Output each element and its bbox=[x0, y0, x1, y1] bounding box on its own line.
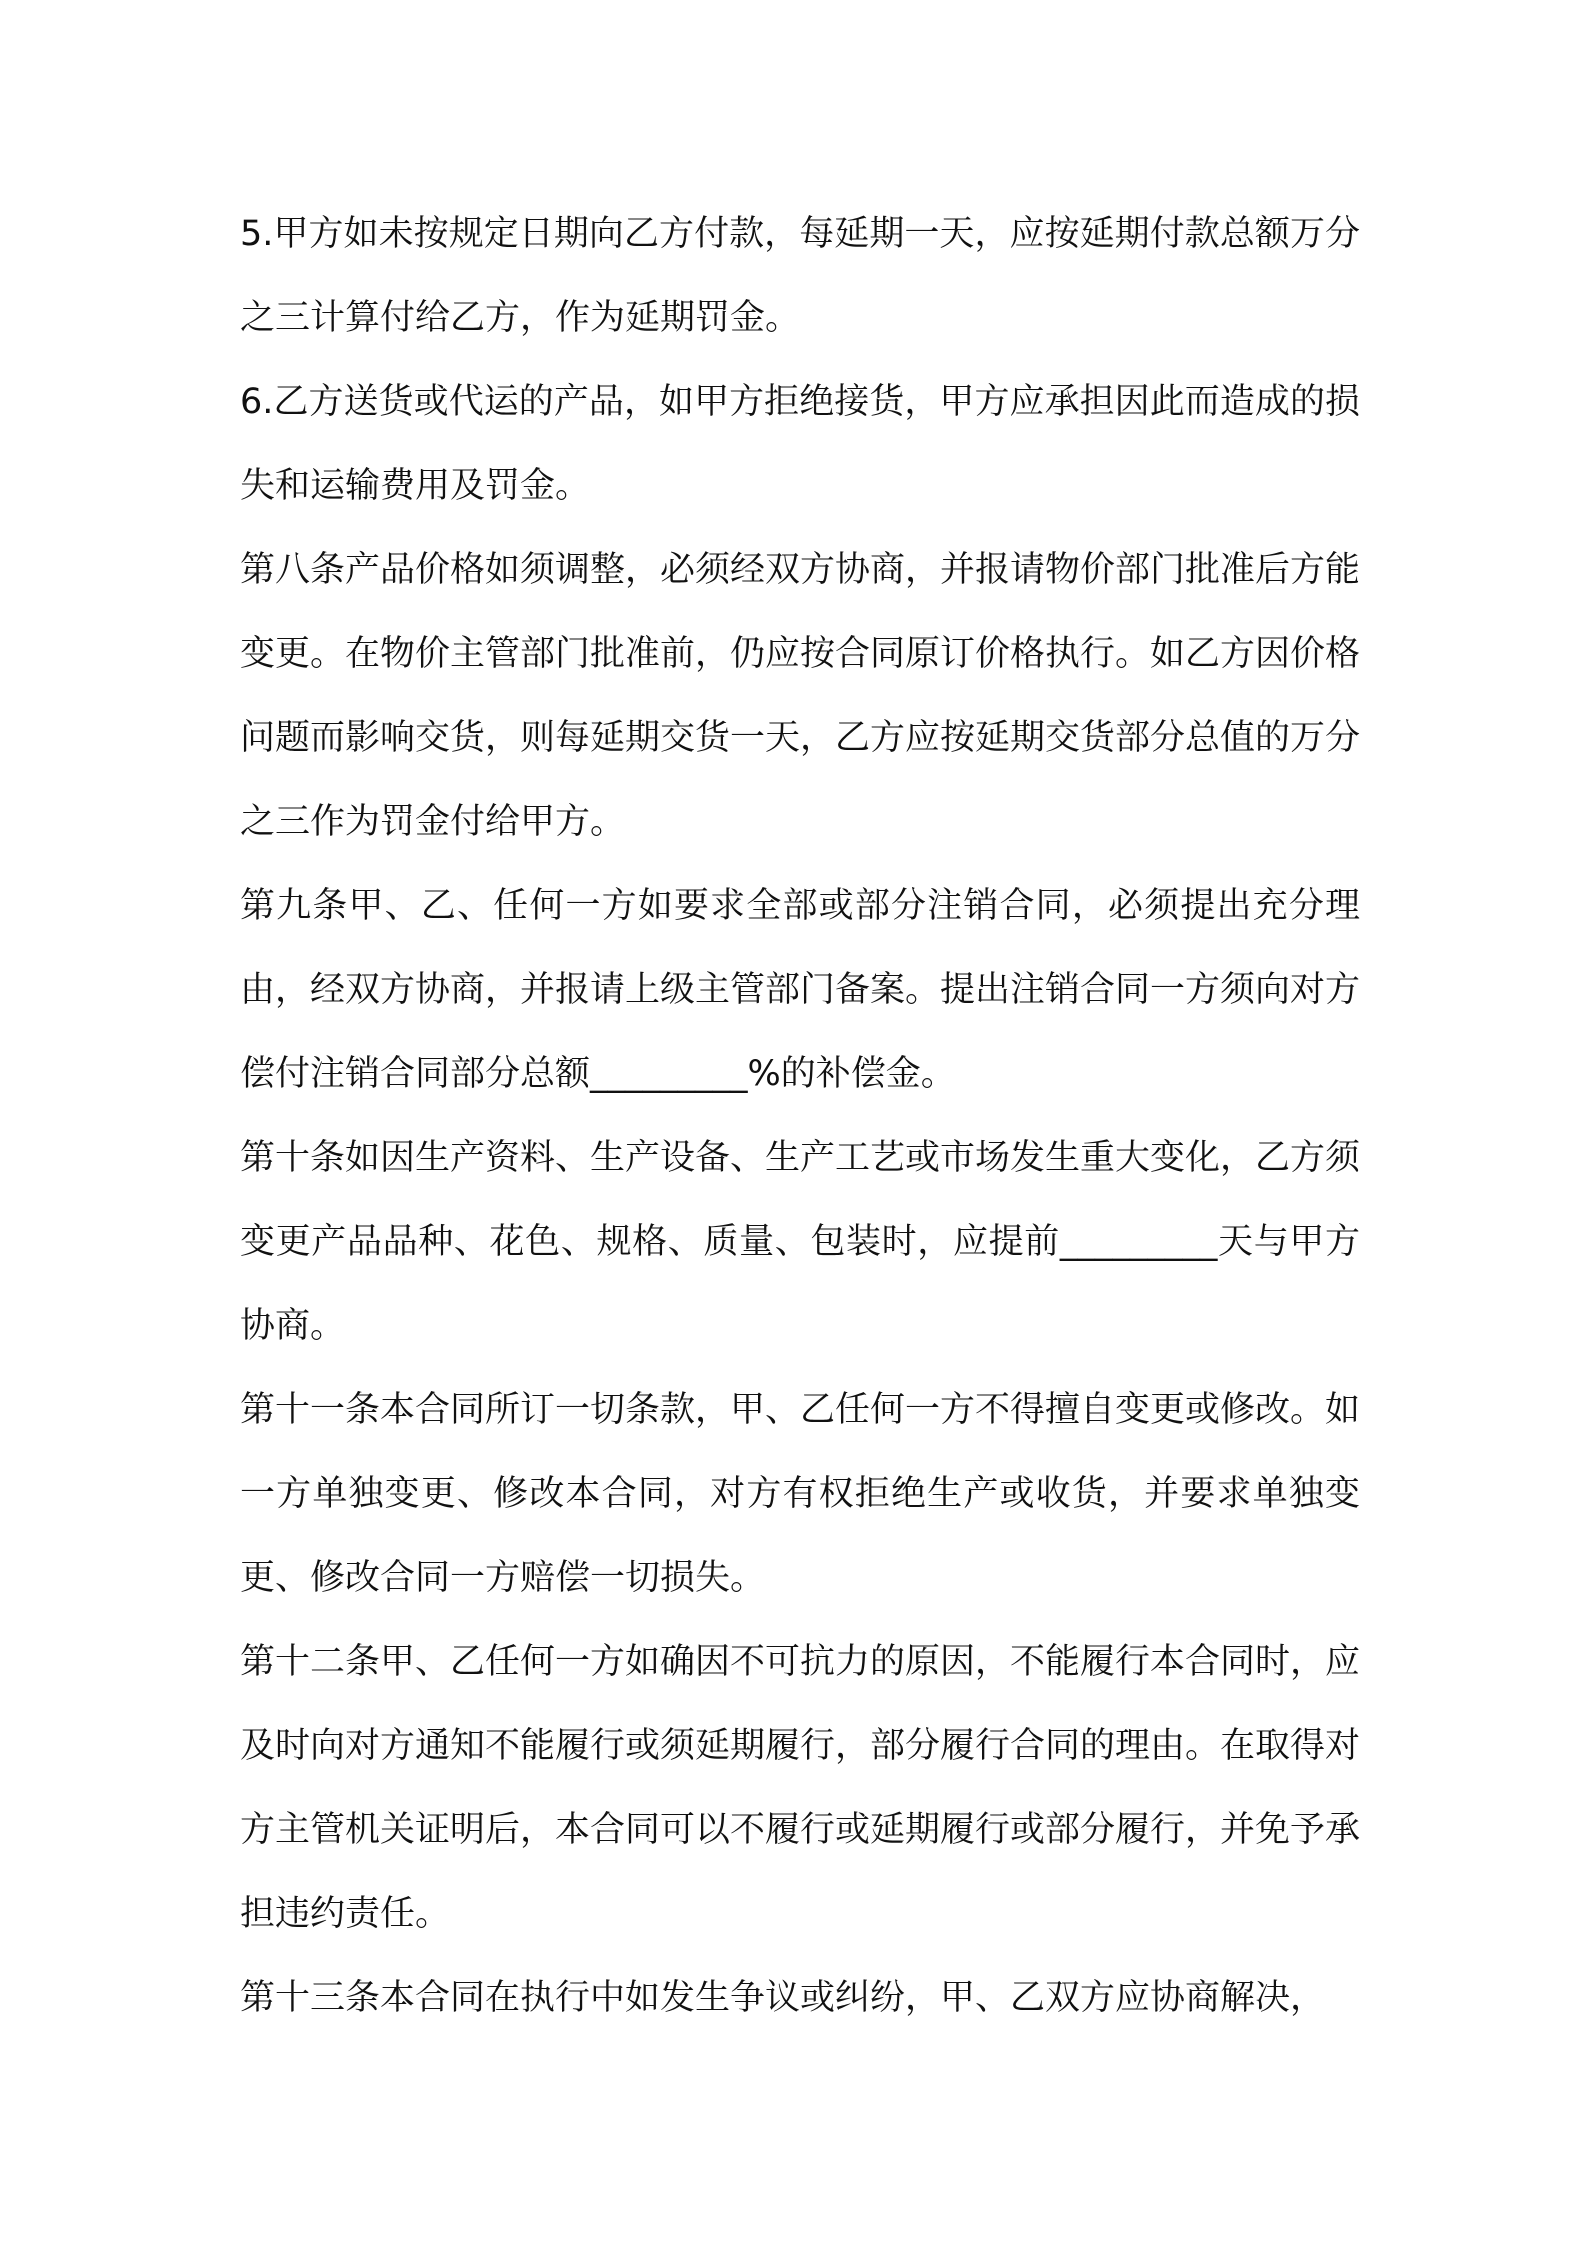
article-12-force-majeure: 第十二条甲、乙任何一方如确因不可抗力的原因，不能履行本合同时，应及时向对方通知不能履行或须延期履行，部分履行合同的理由。在取得对方主管机关证明后，本合同可以不履行或延期履行或部分履行，并免予承担违约责任。 bbox=[240, 1642, 1361, 1934]
article-10-changes: 第十条如因生产资料、生产设备、生产工艺或市场发生重大变化，乙方须变更产品品种、花色、规格、质量、包装时，应提前_________天与甲方协商。 bbox=[240, 1138, 1361, 1346]
article-13-disputes: 第十三条本合同在执行中如发生争议或纠纷，甲、乙双方应协商解决， bbox=[240, 1978, 1326, 2018]
clause-payment-delay: 5.甲方如未按规定日期向乙方付款，每延期一天，应按延期付款总额万分之三计算付给乙方，作为延期罚金。 bbox=[240, 214, 1360, 338]
article-9-cancellation: 第九条甲、乙、任何一方如要求全部或部分注销合同，必须提出充分理由，经双方协商，并报请上级主管部门备案。提出注销合同一方须向对方偿付注销合同部分总额_________%的补偿金。 bbox=[240, 886, 1361, 1094]
clause-refused-delivery: 6.乙方送货或代运的产品，如甲方拒绝接货，甲方应承担因此而造成的损失和运输费用及罚金。 bbox=[240, 382, 1360, 506]
contract-body bbox=[240, 192, 1360, 2040]
article-11-modification: 第十一条本合同所订一切条款，甲、乙任何一方不得擅自变更或修改。如一方单独变更、修改本合同，对方有权拒绝生产或收货，并要求单独变更、修改合同一方赔偿一切损失。 bbox=[240, 1390, 1361, 1598]
article-8-price-adjustment: 第八条产品价格如须调整，必须经双方协商，并报请物价部门批准后方能变更。在物价主管部门批准前，仍应按合同原订价格执行。如乙方因价格问题而影响交货，则每延期交货一天，乙方应按延期交货部分总值的万分之三作为罚金付给甲方。 bbox=[240, 550, 1361, 842]
